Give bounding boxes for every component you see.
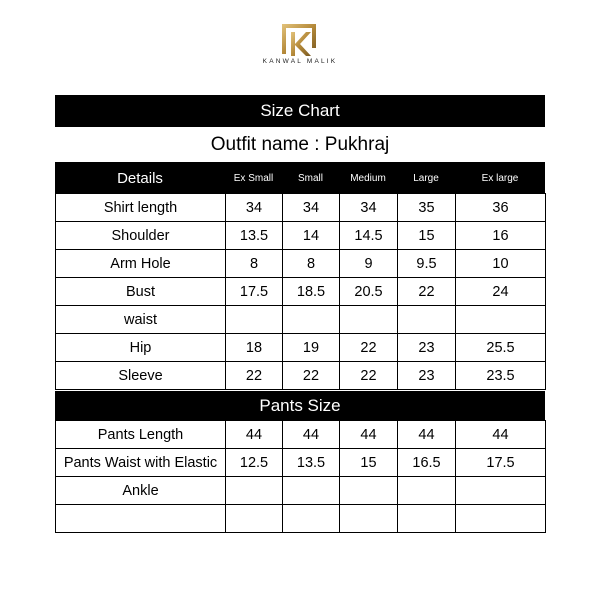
- size-value-cell: 14.5: [340, 222, 398, 250]
- size-value-cell: 17.5: [226, 278, 283, 306]
- size-value-cell: 17.5: [456, 449, 546, 477]
- size-value-cell: [398, 477, 456, 505]
- table-row: [56, 421, 546, 449]
- size-value-cell: 20.5: [340, 278, 398, 306]
- table-row: [56, 477, 546, 505]
- size-header-row: [55, 162, 545, 194]
- size-value-cell: 44: [398, 421, 456, 449]
- size-value-cell: 36: [456, 194, 546, 222]
- size-value-cell: [340, 306, 398, 334]
- size-value-cell: 18.5: [283, 278, 340, 306]
- size-header-ex-large: Ex large: [481, 172, 519, 184]
- size-header-medium: Medium: [350, 172, 386, 184]
- size-value-cell: 22: [340, 362, 398, 390]
- row-label: Shirt length: [56, 194, 226, 222]
- size-header-large: Large: [413, 172, 439, 184]
- size-value-cell: 22: [398, 278, 456, 306]
- size-value-cell: 12.5: [226, 449, 283, 477]
- outfit-name: Outfit name : Pukhraj: [210, 134, 390, 155]
- pants-size-table: [55, 420, 546, 533]
- size-value-cell: 15: [398, 222, 456, 250]
- size-value-cell: 8: [226, 250, 283, 278]
- table-row: [56, 306, 546, 334]
- size-value-cell: [340, 477, 398, 505]
- size-value-cell: [340, 505, 398, 533]
- size-value-cell: 13.5: [283, 449, 340, 477]
- size-value-cell: 10: [456, 250, 546, 278]
- size-value-cell: 23: [398, 334, 456, 362]
- size-value-cell: 34: [226, 194, 283, 222]
- size-value-cell: 34: [340, 194, 398, 222]
- size-value-cell: 15: [340, 449, 398, 477]
- size-value-cell: [456, 505, 546, 533]
- size-value-cell: [456, 306, 546, 334]
- size-value-cell: [456, 477, 546, 505]
- row-label: waist: [56, 306, 226, 334]
- row-label: Arm Hole: [56, 250, 226, 278]
- size-value-cell: 13.5: [226, 222, 283, 250]
- size-value-cell: 9.5: [398, 250, 456, 278]
- size-value-cell: 22: [340, 334, 398, 362]
- row-label: Pants Waist with Elastic: [56, 449, 226, 477]
- table-row: [56, 334, 546, 362]
- table-row: [56, 278, 546, 306]
- table-row: [56, 250, 546, 278]
- size-value-cell: 22: [226, 362, 283, 390]
- size-value-cell: [283, 306, 340, 334]
- table-row: [56, 222, 546, 250]
- row-label: Pants Length: [56, 421, 226, 449]
- size-header-ex-small: Ex Small: [233, 172, 274, 184]
- size-value-cell: 16.5: [398, 449, 456, 477]
- size-value-cell: [283, 505, 340, 533]
- table-row: [56, 194, 546, 222]
- size-value-cell: 16: [456, 222, 546, 250]
- size-value-cell: 9: [340, 250, 398, 278]
- size-value-cell: 44: [340, 421, 398, 449]
- pants-size-title: Pants Size: [55, 391, 545, 421]
- size-value-cell: 35: [398, 194, 456, 222]
- size-value-cell: 25.5: [456, 334, 546, 362]
- size-value-cell: [398, 306, 456, 334]
- details-header: Details: [117, 169, 163, 187]
- size-value-cell: 44: [226, 421, 283, 449]
- size-header-small: Small: [297, 172, 323, 184]
- size-chart-title: Size Chart: [55, 95, 545, 127]
- row-label: Hip: [56, 334, 226, 362]
- size-value-cell: 23: [398, 362, 456, 390]
- table-row: [56, 505, 546, 533]
- size-value-cell: 34: [283, 194, 340, 222]
- size-value-cell: [283, 477, 340, 505]
- table-row: [56, 362, 546, 390]
- row-label: Shoulder: [56, 222, 226, 250]
- size-value-cell: 44: [283, 421, 340, 449]
- size-value-cell: 44: [456, 421, 546, 449]
- size-value-cell: [226, 477, 283, 505]
- row-label: Ankle: [56, 477, 226, 505]
- size-value-cell: [226, 306, 283, 334]
- row-label: Bust: [56, 278, 226, 306]
- size-value-cell: 19: [283, 334, 340, 362]
- shirt-size-table: [55, 193, 546, 390]
- size-value-cell: 22: [283, 362, 340, 390]
- size-value-cell: 18: [226, 334, 283, 362]
- row-label: Sleeve: [56, 362, 226, 390]
- row-label: [56, 505, 226, 533]
- size-value-cell: 24: [456, 278, 546, 306]
- size-value-cell: 14: [283, 222, 340, 250]
- brand-name: KANWAL MALIK: [262, 58, 338, 65]
- size-value-cell: [398, 505, 456, 533]
- size-value-cell: [226, 505, 283, 533]
- table-row: [56, 449, 546, 477]
- size-value-cell: 8: [283, 250, 340, 278]
- size-value-cell: 23.5: [456, 362, 546, 390]
